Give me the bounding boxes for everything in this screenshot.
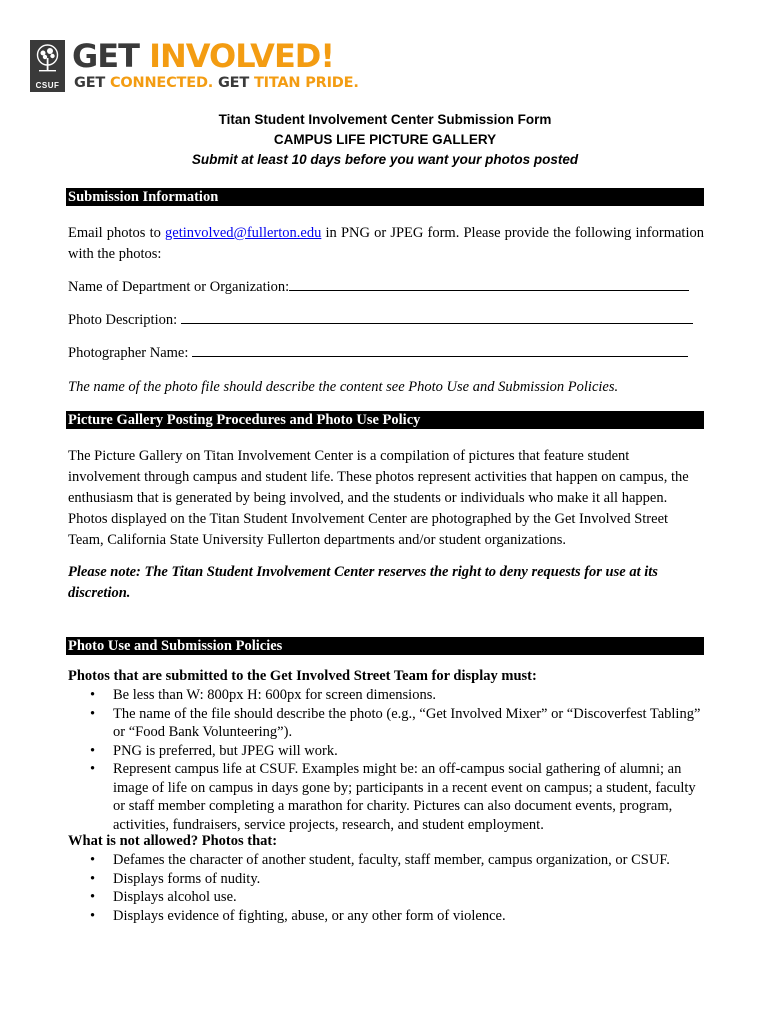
section-photo-policies: Photo Use and Submission Policies [66,637,704,655]
section-posting-procedures: Picture Gallery Posting Procedures and Photo Use Policy [66,411,704,429]
must-list [68,686,704,834]
department-field[interactable]: Name of Department or Organization: [68,278,689,296]
logo-headline: GET INVOLVED! [72,37,334,75]
csuf-badge-text: CSUF [35,81,60,90]
photographer-name-field[interactable]: Photographer Name: [68,344,688,362]
please-note: Please note: The Titan Student Involvement Center reserves the right to deny requests for use at its discretion. [68,564,658,601]
list-item: • Defames the character of another student, faculty, staff member, campus organization, or CSUF. [68,851,704,870]
form-title: Titan Student Involvement Center Submission Form [218,112,552,127]
list-item: • Displays evidence of fighting, abuse, or any other form of violence. [68,907,704,926]
list-item: • Displays forms of nudity. [68,870,704,889]
csuf-badge [30,40,65,92]
list-item: • Displays alcohol use. [68,888,704,907]
photo-description-field[interactable]: Photo Description: [68,311,693,329]
filename-note: The name of the photo file should describe the content see Photo Use and Submission Policies. [68,379,619,395]
not-allowed-list [68,851,704,925]
list-item: • Be less than W: 800px H: 600px for screen dimensions. [68,686,704,705]
get-involved-logo [30,37,360,92]
list-item: • PNG is preferred, but JPEG will work. [68,742,704,761]
email-link[interactable]: getinvolved@fullerton.edu [165,225,322,241]
not-allowed-heading: What is not allowed? Photos that: [68,833,278,849]
list-item: • Represent campus life at CSUF. Examples might be: an off-campus social gathering of alumni; an image of life on campus in days gone by; participants in a recent event on campus; a student, faculty or staff member completing a marathon for charity. Pictures can also document events, program, activities, fundraisers, service projects, research, and student employment. [68,760,704,834]
must-heading: Photos that are submitted to the Get Involved Street Team for display must: [68,668,537,684]
gallery-description: The Picture Gallery on Titan Involvement Center is a compilation of pictures that feature student involvement through campus and student life. These photos represent activities that happen on campus, the enthusiasm that is generated by being involved, and the students or individuals who make it all happen. Photos displayed on the Titan Student Involvement Center are photographed by the Get Involved Street Team, California State University Fullerton departments and/or student organizations. [68,448,689,548]
form-subtitle: CAMPUS LIFE PICTURE GALLERY [273,132,497,147]
submission-intro: Email photos to getinvolved@fullerton.edu in PNG or JPEG form. Please provide the following information with the photos: [68,225,704,262]
list-item: • The name of the file should describe the photo (e.g., “Get Involved Mixer” or “Discoverfest Tabling” or “Food Bank Volunteering”). [68,705,704,742]
logo-tagline: GET CONNECTED. GET TITAN PRIDE. [74,75,359,91]
submission-deadline: Submit at least 10 days before you want your photos posted [191,152,579,167]
section-submission-information: Submission Information [66,188,704,206]
tree-icon [33,44,62,74]
